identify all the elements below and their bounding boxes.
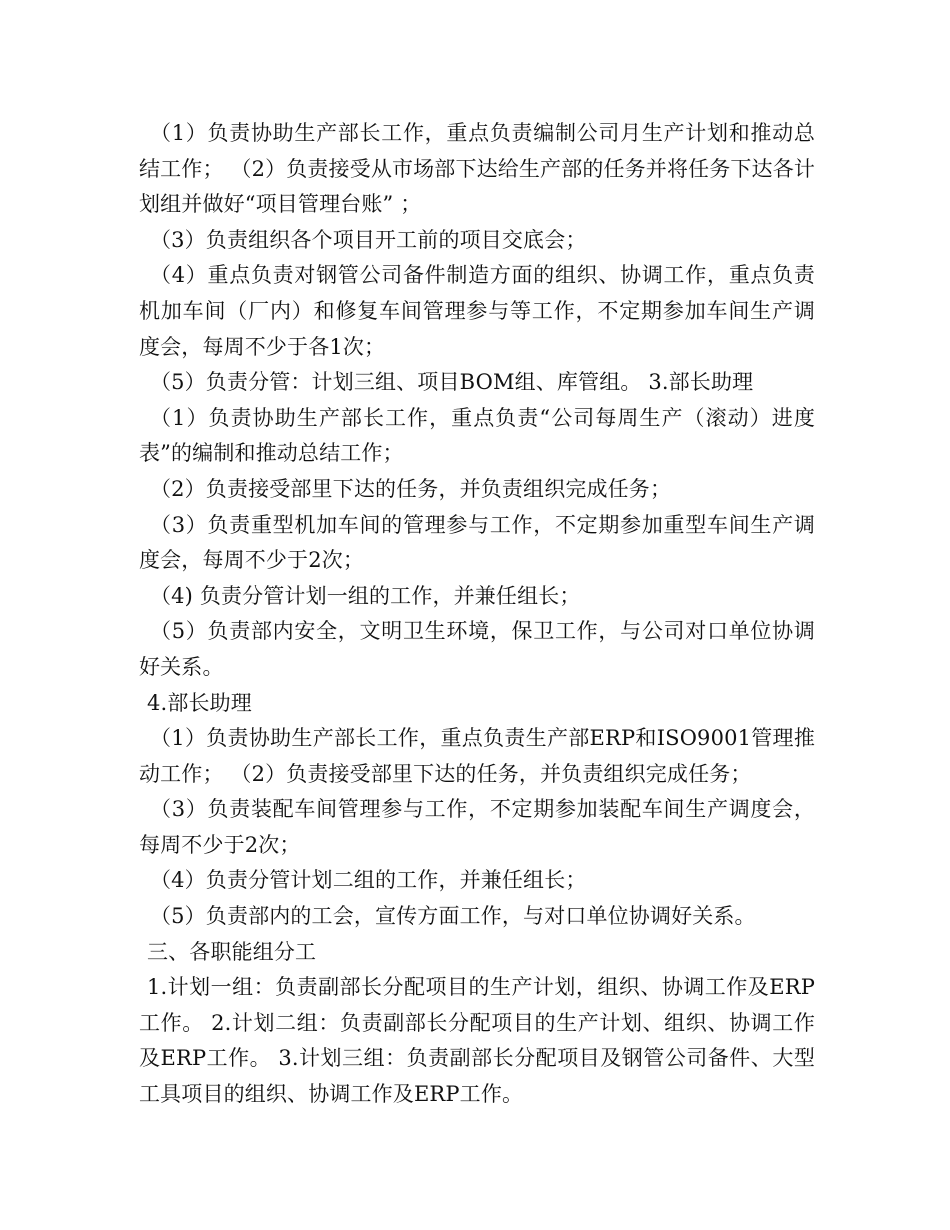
paragraph-4: （5）负责分管：计划三组、项目BOM组、库管组。 3.部长助理 bbox=[150, 370, 754, 395]
paragraph-8: （4) 负责分管计划一组的工作，并兼任组长； bbox=[150, 583, 581, 608]
paragraph-11: （1）负责协助生产部长工作，重点负责生产部ERP和ISO9001管理推动工作； （2）负责接受部里下达的任务，并负责组织完成任务； bbox=[139, 726, 815, 786]
paragraph-7: （3）负责重型机加车间的管理参与工作，不定期参加重型车间生产调度会，每周不少于2次； bbox=[139, 512, 815, 573]
paragraph-5: （1）负责协助生产部长工作，重点负责“公司每周生产（滚动）进度表”的编制和推动总结工作； bbox=[139, 405, 815, 466]
section-heading-minister-assistant-4: 4.部长助理 bbox=[147, 690, 252, 715]
paragraph-12: （3）负责装配车间管理参与工作，不定期参加装配车间生产调度会，每周不少于2次； bbox=[139, 797, 815, 857]
paragraph-16: 1.计划一组：负责副部长分配项目的生产计划，组织、协调工作及ERP工作。 2.计划二组：负责副部长分配项目的生产计划、组织、协调工作及ERP工作。 3.计划三组：负责副部长分配项目及钢管公司备件、大型工具项目的组织、协调工作及ERP工作。 bbox=[139, 975, 815, 1107]
paragraph-13: （4）负责分管计划二组的工作，并兼任组长； bbox=[150, 868, 587, 893]
section-heading-functional-groups: 三、各职能组分工 bbox=[147, 939, 317, 964]
paragraph-1: （1）负责协助生产部长工作，重点负责编制公司月生产计划和推动总结工作； （2）负责接受从市场部下达给生产部的任务并将任务下达各计划组并做好“项目管理台账” ； bbox=[139, 121, 815, 217]
paragraph-2: （3）负责组织各个项目开工前的项目交底会； bbox=[150, 227, 587, 252]
paragraph-9: （5）负责部内安全，文明卫生环境，保卫工作，与公司对口单位协调好关系。 bbox=[139, 619, 815, 679]
paragraph-3: （4）重点负责对钢管公司备件制造方面的组织、协调工作，重点负责机加车间（厂内）和修复车间管理参与等工作，不定期参加车间生产调度会，每周不少于各1次； bbox=[139, 263, 815, 359]
document-body bbox=[139, 116, 815, 1113]
paragraph-14: （5）负责部内的工会，宣传方面工作，与对口单位协调好关系。 bbox=[150, 904, 756, 929]
paragraph-6: （2）负责接受部里下达的任务，并负责组织完成任务； bbox=[150, 476, 672, 501]
